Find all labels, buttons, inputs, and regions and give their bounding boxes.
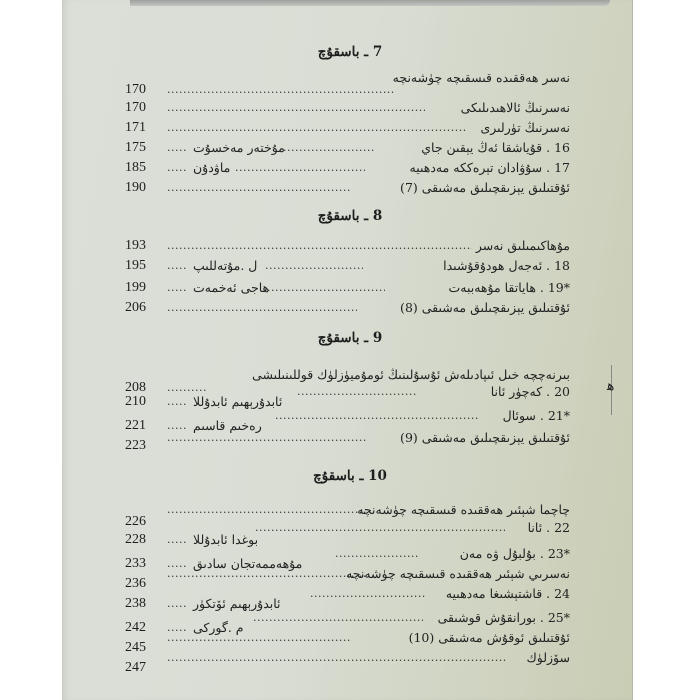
page-number: 238 — [125, 596, 146, 611]
page-number: 233 — [125, 556, 146, 571]
entry-title: ئۇقتىلىق يېزىقچىلىق مەشىقى (8) — [400, 300, 570, 315]
leader-dots — [167, 278, 187, 298]
toc-entry — [125, 158, 570, 178]
entry-title: نەسرىي شېئىر ھەققىدە قىسقىچە چۈشەنچە — [346, 566, 570, 581]
entry-title: ئۇقتىلىق يېزىقچىلىق مەشىقى (7) — [400, 180, 570, 195]
leader-dots — [235, 158, 365, 178]
leader-dots — [167, 118, 467, 138]
page-number: 206 — [125, 300, 146, 315]
entry-title: 20 . كەچۈر ئانا — [490, 384, 570, 399]
entry-title: مۇھاكىمىلىق نەسر — [475, 238, 570, 253]
entry-author: ل .مۇتەللىپ — [193, 258, 258, 273]
leader-dots — [167, 178, 352, 198]
entry-author: مۇختەر مەخسۇت — [193, 140, 285, 155]
entry-author: مۇھەممەتجان سادىق — [193, 556, 303, 571]
entry-author: رەخىم قاسىم — [193, 418, 262, 433]
page-number: 170 — [125, 100, 146, 115]
page-number: 175 — [125, 140, 146, 155]
chapter-heading-7: 7 ـ باسقۇچ — [317, 44, 383, 60]
entry-title: *25 . بورانقۇش قوشىقى — [437, 610, 570, 625]
leader-dots — [167, 256, 187, 276]
entry-title: 22 . ئانا — [527, 520, 570, 535]
toc-entry — [125, 118, 570, 138]
page-number: 247 — [125, 660, 146, 675]
chapter-heading-9: 9 ـ باسقۇچ — [317, 330, 383, 346]
page-number: 170 — [125, 82, 146, 97]
entry-title: چاچما شېئىر ھەققىدە قىسقىچە چۈشەنچە — [357, 502, 570, 517]
entry-author: بوغدا ئابدۇللا — [193, 532, 259, 547]
toc-entry — [125, 178, 570, 198]
leader-dots — [167, 138, 187, 158]
chapter-heading-8: 8 ـ باسقۇچ — [317, 208, 383, 224]
leader-dots — [167, 98, 425, 118]
page-number: 228 — [125, 532, 146, 547]
page-number: 208 — [125, 380, 146, 395]
entry-title: نەسر ھەققىدە قىسقىچە چۈشەنچە — [392, 70, 570, 85]
leader-dots — [167, 158, 187, 178]
leader-dots — [283, 138, 375, 158]
toc-entry — [125, 138, 570, 158]
entry-title: 24 . قاشتېشىغا مەدھىيە — [445, 586, 570, 601]
toc-entry-page-line — [125, 658, 570, 678]
toc-entry — [125, 236, 570, 256]
leader-dots — [167, 298, 357, 318]
entry-author: ئابدۇرېھىم ئۆتكۈر — [193, 596, 281, 611]
page-number: 195 — [125, 258, 146, 273]
margin-mark: ﻫ — [607, 378, 615, 394]
toc-entry-page-line — [125, 80, 570, 100]
leader-dots — [167, 80, 395, 100]
leader-dots — [265, 256, 363, 276]
page-number: 185 — [125, 160, 146, 175]
page-number: 226 — [125, 514, 146, 529]
entry-title: بىرنەچچە خىل ئىپادىلەش ئۇسۇلىنىڭ ئومۇميۈزلۈك قوللىنىلىشى — [252, 367, 570, 382]
entry-title: ئۇقتىلىق يېزىقچىلىق مەشىقى (9) — [400, 430, 570, 445]
entry-title: نەسرنىڭ تۈرلىرى — [480, 120, 570, 135]
page-number: 221 — [125, 418, 146, 433]
page-number: 193 — [125, 238, 146, 253]
toc-entry — [125, 256, 570, 276]
entry-title: 16 . قۇياشقا ئەڭ يېقىن جاي — [421, 140, 570, 155]
leader-dots — [263, 278, 385, 298]
page-number: 245 — [125, 640, 146, 655]
entry-title: 18 . ئەجەل ھودۇقۇشىدا — [443, 258, 570, 273]
toc-entry — [125, 98, 570, 118]
toc-entry — [125, 298, 570, 318]
toc-entry — [125, 278, 570, 298]
entry-title: 17 . سۇۋادان تېرەككە مەدھىيە — [409, 160, 570, 175]
page-number: 236 — [125, 576, 146, 591]
page-number: 171 — [125, 120, 146, 135]
page-number: 199 — [125, 280, 146, 295]
entry-author: ماۋدۇن — [193, 160, 231, 175]
chapter-heading-10: 10 ـ باسقۇچ — [313, 468, 387, 484]
entry-author: م .گوركى — [193, 620, 244, 635]
page-number: 242 — [125, 620, 146, 635]
entry-title: سۆزلۈك — [526, 650, 570, 665]
entry-title: ئۇقتىلىق ئوقۇش مەشىقى (10) — [408, 630, 570, 645]
page-number: 190 — [125, 180, 146, 195]
entry-title: *23 . بۇلبۇل ۋە مەن — [459, 546, 570, 561]
page-number: 223 — [125, 438, 146, 453]
entry-title: نەسرنىڭ ئالاھىدىلىكى — [460, 100, 570, 115]
entry-author: ھاجى ئەخمەت — [193, 280, 270, 295]
entry-title: *21 . سوئال — [502, 408, 570, 423]
leader-dots — [167, 236, 472, 256]
page-top-shadow — [130, 0, 610, 6]
toc-entry-page-line — [125, 436, 570, 456]
entry-title: *19 . ھاياتقا مۇھەببەت — [448, 280, 570, 295]
entry-author: ئابدۇرېھىم ئابدۇللا — [193, 394, 283, 409]
page-number: 210 — [125, 394, 146, 409]
